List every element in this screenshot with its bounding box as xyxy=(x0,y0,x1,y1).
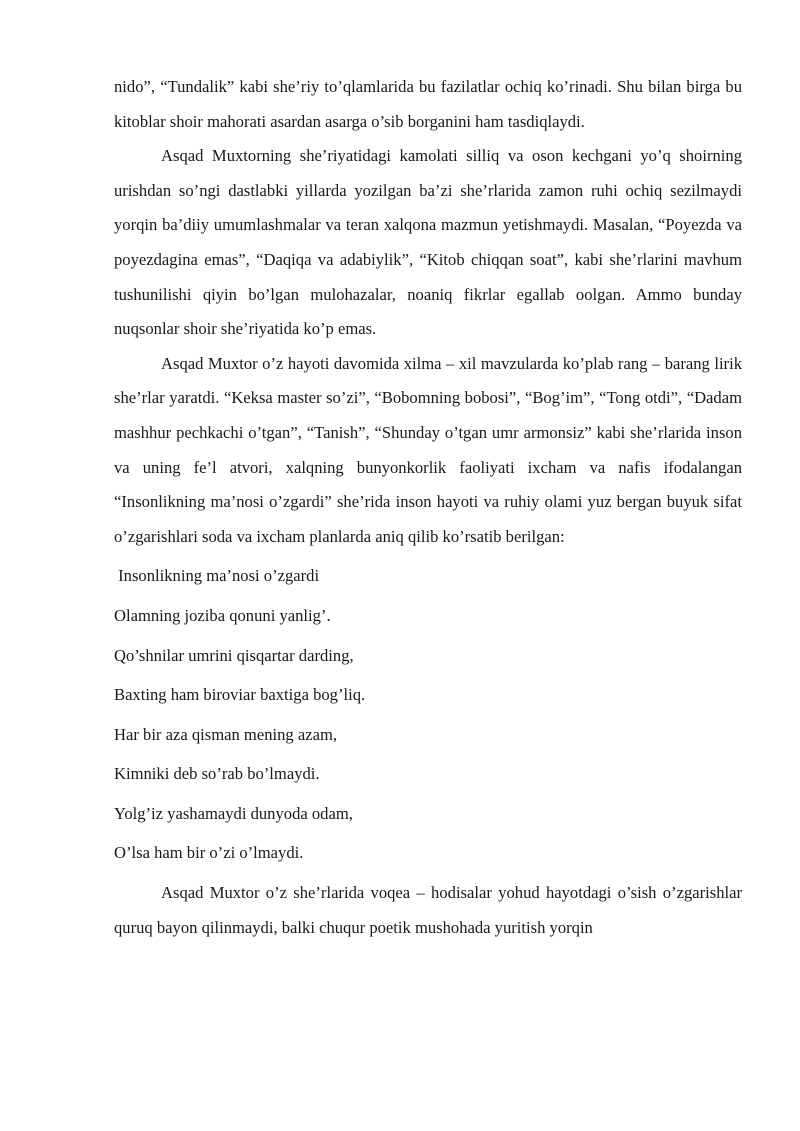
verse-line: Kimniki deb so’rab bo’lmaydi. xyxy=(114,764,320,784)
verse-line: Qo’shnilar umrini qisqartar darding, xyxy=(114,645,354,665)
paragraph-lirik-sherlar: Asqad Muxtor o’z hayoti davomida xilma – xil mavzularda ko’plab rang – barang lirik she’rlar yaratdi. “Keksa master so’zi”, “Bobomning bobosi”, “Bog’im”, “Tong otdi”, “Dadam mashhur pechkachi o’tgan”, “Tanish”, “Shunday o’tgan umr armonsiz” kabi she’rlarida inson va uning fe’l atvori, xalqning bunyonkorlik faoliyati ixcham va nafis ifodalangan “Insonlikning ma’nosi o’zgardi” she’rida inson hayoti va ruhiy olami yuz bergan buyuk sifat o’zgarishlari soda va ixcham planlarda aniq qilib ko’rsatib berilgan: xyxy=(114,353,742,546)
verse-line: Insonlikning ma’nosi o’zgardi xyxy=(114,566,320,586)
paragraph-closing: Asqad Muxtor o’z she’rlarida voqea – hodisalar yohud hayotdagi o’sish o’zgarishlar quruq bayon qilinmaydi, balki chuqur poetik mushohada yuritish yorqin xyxy=(114,883,742,937)
verse-line: Har bir aza qisman mening azam, xyxy=(114,724,338,744)
document-body xyxy=(114,70,742,945)
verse-line: Baxting ham biroviar baxtiga bog’liq. xyxy=(114,685,366,705)
verse-line: Yolg’iz yashamaydi dunyoda odam, xyxy=(114,803,353,823)
paragraph-kamolati: Asqad Muxtorning she’riyatidagi kamolati silliq va oson kechgani yo’q shoirning urishdan so’ngi dastlabki yillarda yozilgan ba’zi she’rlarida zamon ruhi ochiq sezilmaydi yorqin ba’diiy umumlashmalar va teran xalqona mazmun yetishmaydi. Masalan, “Poyezda va poyezdagina emas”, “Daqiqa va adabiylik”, “Kitob chiqqan soat”, kabi she’rlarini mavhum tushunilishi qiyin bo’lgan mulohazalar, noaniq fikrlar egallab oolgan. Ammo bunday nuqsonlar shoir she’riyatida ko’p emas. xyxy=(114,146,742,339)
verse-line: O’lsa ham bir o’zi o’lmaydi. xyxy=(114,843,304,863)
verse-line: Olamning joziba qonuni yanlig’. xyxy=(114,605,331,625)
paragraph-continuation: nido”, “Tundalik” kabi she’riy to’qlamlarida bu fazilatlar ochiq ko’rinadi. Shu bilan birga bu kitoblar shoir mahorati asardan asarga o’sib borganini ham tasdiqlaydi. xyxy=(114,77,742,131)
